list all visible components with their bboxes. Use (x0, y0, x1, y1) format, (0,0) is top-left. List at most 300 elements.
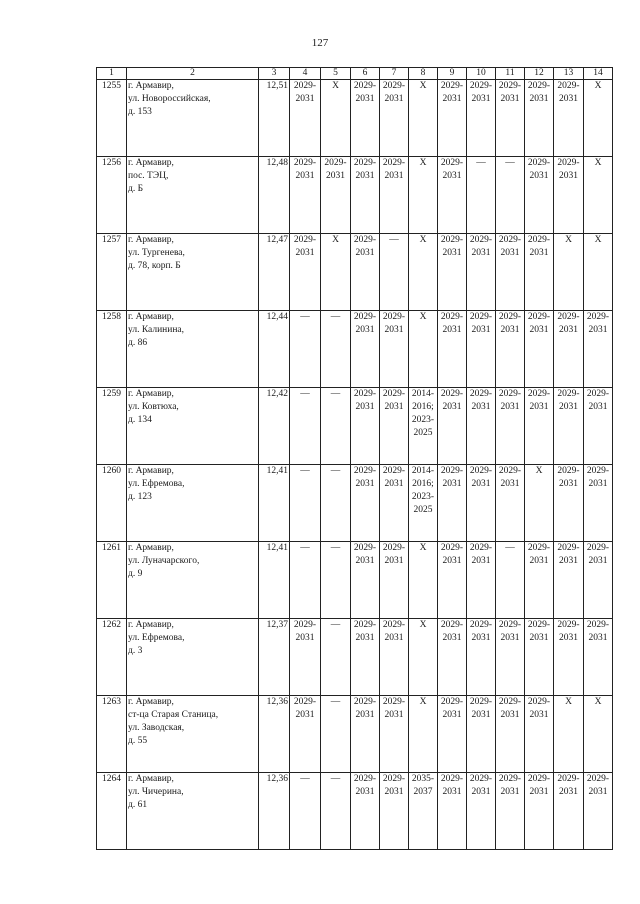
table-row (97, 465, 613, 542)
period-text: 2029- (440, 543, 464, 553)
column-number-2: 2 (127, 68, 259, 80)
period-text: 2029- (527, 620, 551, 630)
row-number-cell: 1264 (97, 773, 127, 850)
period-text: — (330, 466, 341, 476)
period-text: 2031 (559, 325, 578, 335)
table-row (97, 157, 613, 234)
period-text: — (300, 312, 310, 322)
period-text: 2023- (411, 415, 435, 425)
address-line: г. Армавир, (128, 466, 174, 476)
period-cell (321, 388, 351, 465)
period-text: 2031 (471, 633, 491, 643)
period-cell (351, 311, 380, 388)
period-text: 2031 (471, 402, 491, 412)
period-cell (380, 773, 409, 850)
period-cell (290, 542, 321, 619)
period-cell (496, 234, 525, 311)
period-text: Х (419, 158, 427, 168)
period-cell (380, 80, 409, 157)
period-text: 2029- (586, 543, 610, 553)
address-line: г. Армавир, (128, 389, 174, 399)
period-cell (409, 619, 438, 696)
period-cell (380, 311, 409, 388)
period-cell (290, 773, 321, 850)
address-line: ул. Ковтюха, (128, 402, 179, 412)
period-text: 2031 (500, 325, 520, 335)
period-cell (467, 465, 496, 542)
period-text: 2031 (355, 402, 375, 412)
period-text: 2029- (586, 389, 610, 399)
period-text: Х (419, 235, 427, 245)
address-cell (127, 542, 259, 619)
period-cell (409, 773, 438, 850)
table-row (97, 619, 613, 696)
address-line: д. 78, корп. Б (128, 261, 181, 271)
period-text: — (330, 312, 341, 322)
period-text: 2031 (529, 633, 549, 643)
period-text: 2031 (295, 171, 315, 181)
period-cell (351, 696, 380, 773)
period-text: 2029- (469, 543, 493, 553)
period-text: 2031 (559, 171, 578, 181)
period-text: 2031 (529, 325, 549, 335)
period-cell (290, 388, 321, 465)
period-cell (467, 80, 496, 157)
row-number-cell: 1260 (97, 465, 127, 542)
period-cell (525, 311, 554, 388)
period-cell (467, 619, 496, 696)
period-cell (321, 542, 351, 619)
column-number-5: 5 (321, 68, 351, 80)
address-line: ул. Ефремова, (128, 633, 185, 643)
period-text: 2029- (586, 466, 610, 476)
period-cell (409, 465, 438, 542)
row-number-cell: 1262 (97, 619, 127, 696)
period-text: 2031 (442, 402, 462, 412)
period-text: 2031 (529, 402, 549, 412)
period-text: 2029- (353, 312, 377, 322)
period-cell (380, 542, 409, 619)
period-cell (467, 696, 496, 773)
period-cell (380, 157, 409, 234)
address-line: ул. Чичерина, (128, 787, 184, 797)
area-cell: 12,47 (259, 234, 290, 311)
period-cell (584, 465, 613, 542)
period-cell (554, 234, 584, 311)
period-text: — (330, 389, 341, 399)
address-line: ул. Ефремова, (128, 479, 185, 489)
period-text: 2031 (588, 479, 608, 489)
period-cell (438, 311, 467, 388)
period-text: 2029- (469, 235, 493, 245)
period-text: 2029- (557, 543, 580, 553)
period-cell (467, 157, 496, 234)
period-text: — (505, 158, 515, 168)
period-text: 2031 (471, 556, 491, 566)
period-cell (525, 465, 554, 542)
period-text: 2031 (442, 710, 462, 720)
table-row (97, 234, 613, 311)
period-cell (467, 542, 496, 619)
address-line: г. Армавир, (128, 158, 174, 168)
period-text: 2029- (382, 466, 406, 476)
period-text: 2031 (500, 787, 520, 797)
period-text: 2029- (498, 466, 522, 476)
period-text: Х (332, 81, 339, 91)
period-text: 2029- (498, 774, 522, 784)
period-cell (496, 311, 525, 388)
period-cell (380, 465, 409, 542)
period-cell (525, 542, 554, 619)
period-cell (496, 157, 525, 234)
period-text: 2029- (382, 697, 406, 707)
period-text: 2029- (586, 620, 610, 630)
period-text: 2031 (442, 325, 462, 335)
column-number-12: 12 (525, 68, 554, 80)
period-cell (584, 234, 613, 311)
column-number-3: 3 (259, 68, 290, 80)
period-text: 2029- (498, 81, 522, 91)
period-text: 2029- (324, 158, 347, 168)
column-number-7: 7 (380, 68, 409, 80)
row-number-cell: 1256 (97, 157, 127, 234)
period-text: 2029- (382, 774, 406, 784)
period-text: Х (419, 697, 427, 707)
period-cell (438, 619, 467, 696)
period-text: 2029- (293, 235, 317, 245)
period-text: 2031 (384, 171, 404, 181)
period-cell (409, 311, 438, 388)
period-text: 2031 (588, 633, 608, 643)
period-text: 2029- (469, 81, 493, 91)
period-text: — (300, 389, 310, 399)
period-text: 2029- (440, 312, 464, 322)
period-text: 2025 (413, 505, 433, 515)
period-text: 2029- (557, 466, 580, 476)
period-text: 2031 (500, 94, 520, 104)
period-cell (409, 388, 438, 465)
period-text: 2029- (293, 620, 317, 630)
period-cell (554, 311, 584, 388)
register-table (96, 67, 613, 850)
address-cell (127, 773, 259, 850)
period-cell (525, 773, 554, 850)
period-cell (554, 465, 584, 542)
period-text: 2029- (353, 620, 377, 630)
period-text: 2031 (384, 787, 404, 797)
period-cell (554, 80, 584, 157)
address-cell (127, 157, 259, 234)
address-line: д. Б (128, 184, 144, 194)
period-text: 2031 (588, 402, 608, 412)
period-text: 2031 (295, 94, 315, 104)
period-text: 2029- (498, 389, 522, 399)
period-text: 2031 (529, 94, 549, 104)
table-row (97, 696, 613, 773)
period-text: Х (419, 543, 427, 553)
period-cell (584, 619, 613, 696)
period-text: — (300, 466, 310, 476)
period-cell (351, 619, 380, 696)
period-cell (321, 311, 351, 388)
period-cell (380, 619, 409, 696)
period-text: 2031 (559, 787, 578, 797)
period-cell (351, 80, 380, 157)
period-text: 2029- (382, 620, 406, 630)
period-text: 2016; (412, 402, 434, 412)
period-text: 2029- (498, 312, 522, 322)
period-text: 2029- (440, 697, 464, 707)
address-line: ул. Тургенева, (128, 248, 185, 258)
period-text: 2029- (353, 81, 377, 91)
period-text: 2029- (586, 774, 610, 784)
period-cell (380, 234, 409, 311)
period-text: 2031 (471, 248, 491, 258)
period-text: 2031 (559, 94, 578, 104)
address-line: г. Армавир, (128, 620, 174, 630)
period-cell (351, 542, 380, 619)
address-cell (127, 388, 259, 465)
period-text: 2029- (353, 158, 377, 168)
address-cell (127, 234, 259, 311)
period-text: — (330, 620, 341, 630)
period-text: 2031 (588, 556, 608, 566)
period-text: Х (594, 235, 602, 245)
period-cell (496, 773, 525, 850)
period-text: 2031 (559, 633, 578, 643)
period-text: 2029- (469, 389, 493, 399)
row-number-cell: 1257 (97, 234, 127, 311)
period-text: 2031 (471, 787, 491, 797)
period-text: 2031 (500, 479, 520, 489)
address-line: д. 61 (128, 800, 148, 810)
row-number-cell: 1255 (97, 80, 127, 157)
period-text: 2029- (469, 466, 493, 476)
period-text: 2014- (411, 389, 435, 399)
period-text: — (330, 697, 341, 707)
address-cell (127, 619, 259, 696)
period-text: 2029- (353, 697, 377, 707)
address-line: д. 9 (128, 569, 143, 579)
period-text: 2031 (384, 556, 404, 566)
period-cell (438, 234, 467, 311)
column-number-4: 4 (290, 68, 321, 80)
period-cell (496, 465, 525, 542)
period-text: 2031 (500, 633, 520, 643)
period-text: 2031 (355, 479, 375, 489)
period-cell (438, 388, 467, 465)
period-cell (554, 619, 584, 696)
period-cell (290, 311, 321, 388)
period-text: 2023- (411, 492, 435, 502)
period-cell (290, 696, 321, 773)
address-line: ул. Калинина, (128, 325, 185, 335)
period-text: 2031 (559, 479, 578, 489)
period-cell (321, 80, 351, 157)
period-text: 2029- (469, 312, 493, 322)
column-number-9: 9 (438, 68, 467, 80)
row-number-cell: 1261 (97, 542, 127, 619)
period-text: 2031 (355, 556, 375, 566)
period-cell (438, 157, 467, 234)
period-text: 2029- (293, 697, 317, 707)
period-cell (584, 388, 613, 465)
period-text: 2029- (382, 81, 406, 91)
period-text: 2031 (442, 787, 462, 797)
page-number: 127 (311, 37, 329, 49)
period-text: 2031 (384, 325, 404, 335)
period-text: 2031 (442, 633, 462, 643)
period-cell (438, 542, 467, 619)
period-text: 2031 (355, 325, 375, 335)
period-text: 2031 (384, 94, 404, 104)
period-text: 2031 (442, 479, 462, 489)
period-text: 2029- (353, 466, 377, 476)
period-text: 2035- (411, 774, 435, 784)
period-text: Х (419, 81, 427, 91)
address-line: г. Армавир, (128, 543, 174, 553)
period-cell (409, 696, 438, 773)
period-text: 2029- (382, 543, 406, 553)
period-text: 2029- (527, 158, 551, 168)
period-text: 2031 (500, 402, 520, 412)
period-text: 2031 (442, 94, 462, 104)
period-cell (290, 465, 321, 542)
period-text: 2031 (471, 479, 491, 489)
period-cell (496, 80, 525, 157)
period-text: 2029- (353, 543, 377, 553)
period-cell (496, 696, 525, 773)
period-text: 2031 (384, 479, 404, 489)
period-cell (321, 234, 351, 311)
period-text: 2029- (440, 774, 464, 784)
area-cell: 12,37 (259, 619, 290, 696)
period-cell (496, 388, 525, 465)
period-cell (438, 80, 467, 157)
period-cell (584, 696, 613, 773)
period-cell (409, 157, 438, 234)
period-text: Х (565, 697, 572, 707)
period-text: 2029- (557, 81, 580, 91)
period-cell (351, 234, 380, 311)
period-text: 2029- (440, 466, 464, 476)
address-line: г. Армавир, (128, 235, 174, 245)
period-cell (380, 696, 409, 773)
address-cell (127, 465, 259, 542)
period-cell (409, 542, 438, 619)
period-cell (554, 157, 584, 234)
period-cell (438, 696, 467, 773)
period-text: 2029- (527, 543, 551, 553)
table-row (97, 542, 613, 619)
period-text: — (389, 235, 399, 245)
period-text: 2029- (440, 81, 464, 91)
period-text: 2031 (529, 171, 549, 181)
address-line: д. 123 (128, 492, 152, 502)
area-cell: 12,48 (259, 157, 290, 234)
period-cell (467, 388, 496, 465)
period-text: 2031 (295, 248, 315, 258)
period-text: 2031 (442, 171, 462, 181)
period-text: — (330, 543, 341, 553)
period-text: Х (419, 312, 427, 322)
period-cell (409, 234, 438, 311)
period-cell (321, 619, 351, 696)
address-line: ул. Луначарского, (128, 556, 200, 566)
address-line: д. 55 (128, 736, 148, 746)
period-text: 2029- (498, 620, 522, 630)
table-row (97, 388, 613, 465)
period-cell (584, 773, 613, 850)
period-text: 2031 (355, 171, 375, 181)
period-text: 2029- (557, 312, 580, 322)
column-number-13: 13 (554, 68, 584, 80)
period-text: 2029- (527, 774, 551, 784)
area-cell: 12,36 (259, 773, 290, 850)
period-text: Х (594, 697, 602, 707)
period-text: 2037 (413, 787, 433, 797)
period-text: — (476, 158, 486, 168)
period-text: 2029- (527, 697, 551, 707)
period-text: Х (419, 620, 427, 630)
period-text: 2031 (355, 248, 375, 258)
period-cell (321, 465, 351, 542)
period-text: Х (332, 235, 339, 245)
address-cell (127, 696, 259, 773)
period-cell (438, 773, 467, 850)
period-cell (351, 465, 380, 542)
period-text: 2031 (442, 248, 462, 258)
period-cell (584, 311, 613, 388)
period-text: 2029- (527, 312, 551, 322)
period-cell (351, 157, 380, 234)
period-text: 2029- (557, 774, 580, 784)
period-cell (525, 157, 554, 234)
period-text: 2031 (559, 402, 578, 412)
period-cell (554, 696, 584, 773)
period-cell (290, 619, 321, 696)
address-cell (127, 311, 259, 388)
period-text: 2014- (411, 466, 435, 476)
period-text: 2029- (557, 158, 580, 168)
period-text: 2031 (295, 633, 315, 643)
period-text: 2029- (440, 620, 464, 630)
address-line: ул. Новороссийская, (128, 94, 211, 104)
period-text: 2031 (529, 556, 549, 566)
address-line: пос. ТЭЦ, (128, 171, 169, 181)
period-cell (554, 773, 584, 850)
period-text: Х (594, 81, 602, 91)
period-text: — (300, 543, 310, 553)
period-text: Х (594, 158, 602, 168)
period-text: 2029- (498, 235, 522, 245)
area-cell: 12,36 (259, 696, 290, 773)
column-number-14: 14 (584, 68, 613, 80)
period-text: 2029- (557, 620, 580, 630)
period-text: 2029- (469, 697, 493, 707)
period-cell (467, 234, 496, 311)
period-text: 2031 (442, 556, 462, 566)
period-cell (290, 234, 321, 311)
period-text: 2029- (382, 158, 406, 168)
period-text: 2031 (384, 402, 404, 412)
period-cell (584, 80, 613, 157)
address-line: г. Армавир, (128, 774, 174, 784)
period-text: 2029- (353, 235, 377, 245)
column-number-11: 11 (496, 68, 525, 80)
table-row (97, 311, 613, 388)
period-text: 2029- (527, 389, 551, 399)
